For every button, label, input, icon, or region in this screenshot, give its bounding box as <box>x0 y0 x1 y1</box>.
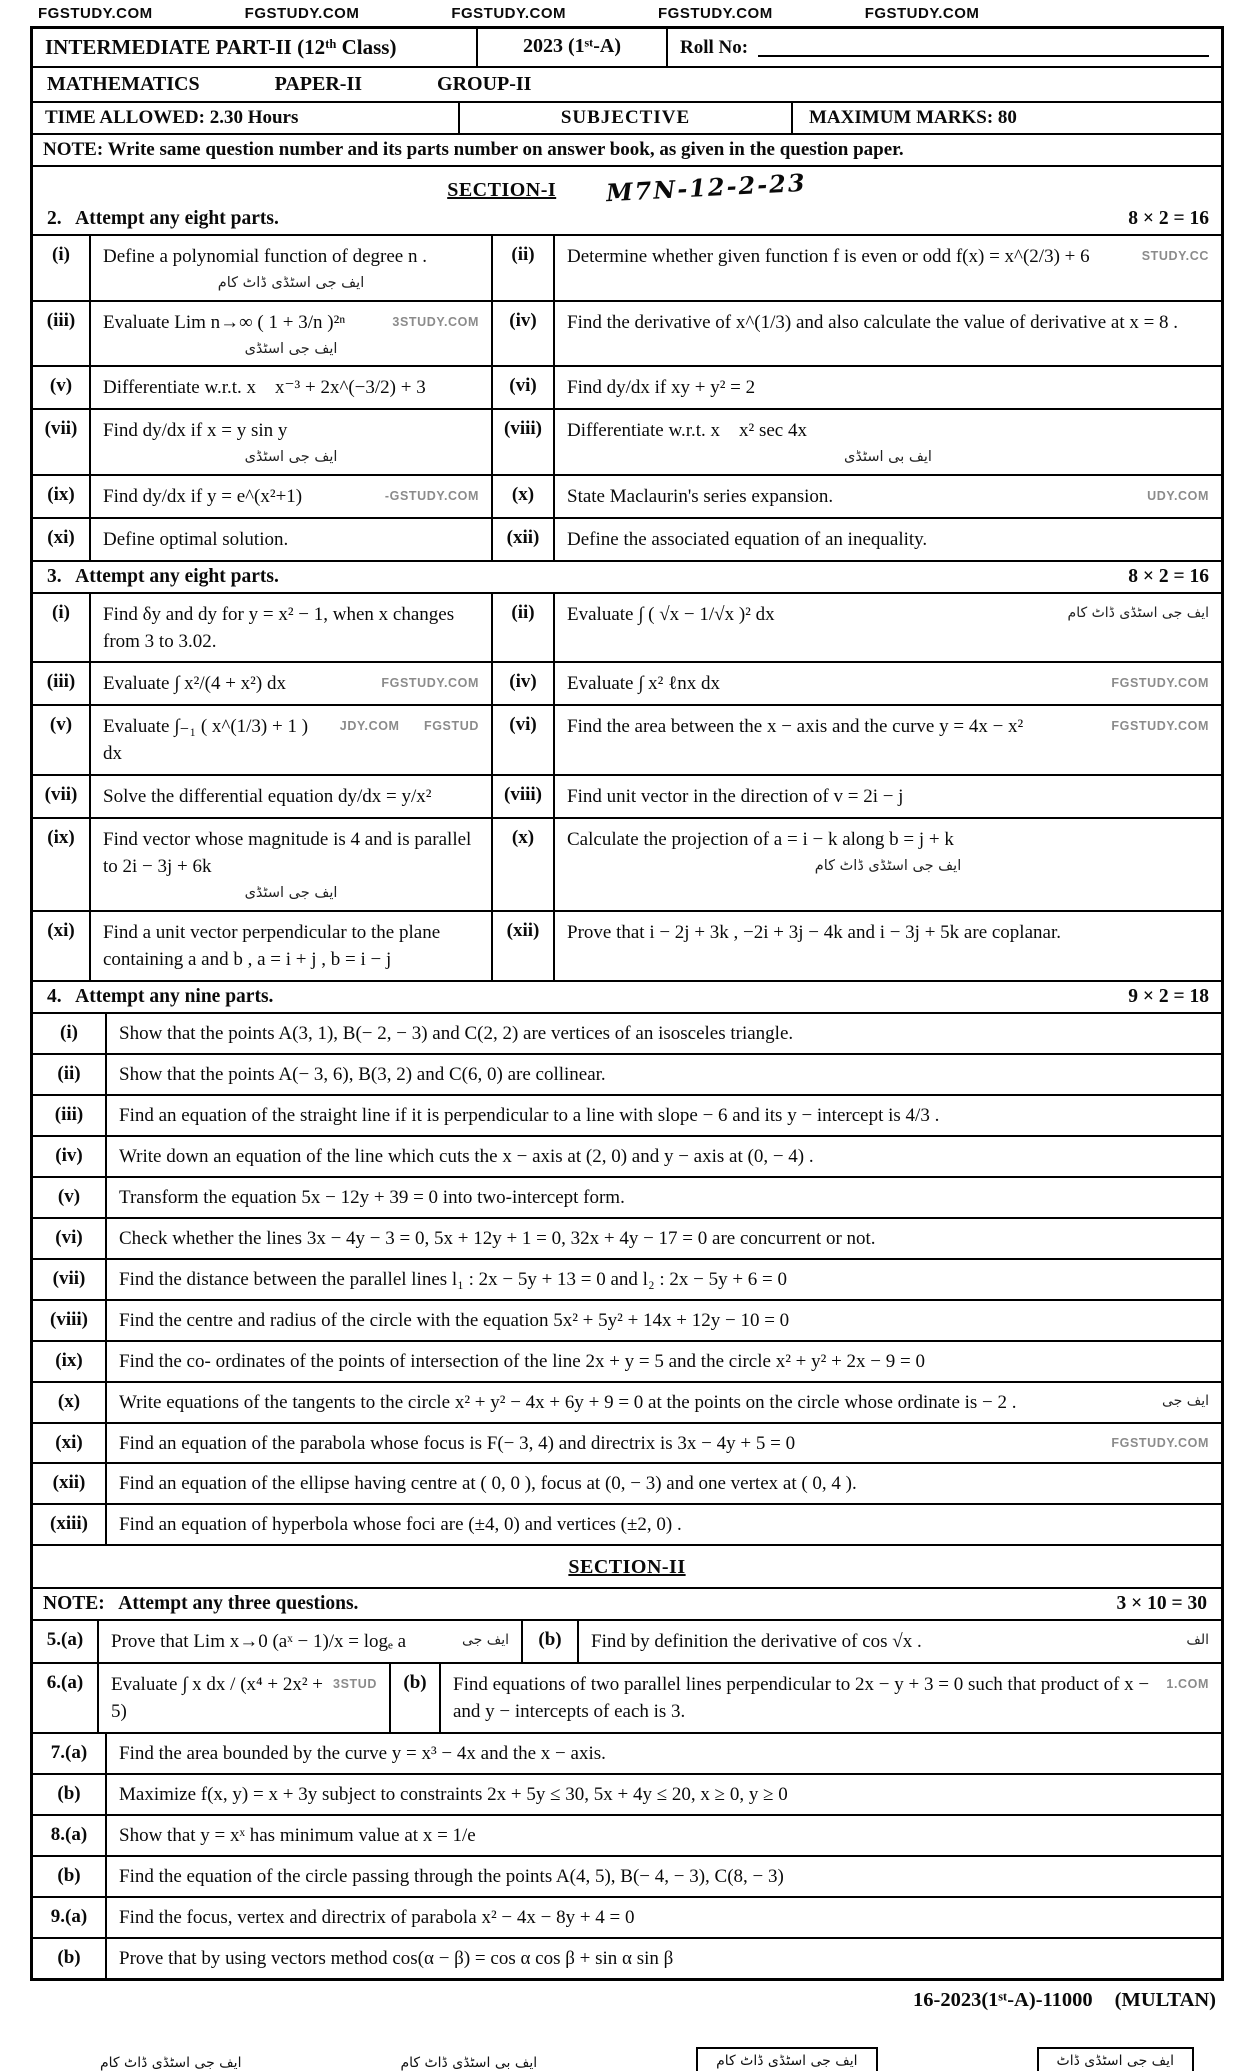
question-text: Transform the equation 5x − 12y + 39 = 0 into two-intercept form. <box>119 1186 625 1208</box>
part-text-cell <box>107 1096 1221 1135</box>
q3-part-row <box>33 819 1221 912</box>
urdu-text: ایف جی اسٹڈی <box>244 340 338 357</box>
urdu-text: ایف جی اسٹڈی ڈاٹ کام <box>1067 604 1209 621</box>
part-text-cell <box>107 1424 1221 1463</box>
part-text-cell <box>107 1939 1221 1978</box>
part-text-cell <box>555 663 1221 704</box>
urdu-text: ایف جی اسٹڈی ڈاٹ <box>1056 2053 1174 2069</box>
question-text: State Maclaurin's series expansion. <box>567 485 834 507</box>
roll-no-cell <box>668 29 1221 66</box>
part-text-cell <box>555 410 1221 474</box>
part-text-cell <box>107 1734 1221 1773</box>
q4-part-row <box>33 1055 1221 1096</box>
paper-title: INTERMEDIATE PART-II (12ᵗʰ Class) <box>33 29 478 66</box>
q9a-row <box>33 1898 1221 1939</box>
part-label: (i) <box>33 236 91 300</box>
part-text-cell <box>107 1014 1221 1053</box>
part-label: (vi) <box>33 1219 107 1258</box>
question-text: Find the focus, vertex and directrix of parabola x² − 4x − 8y + 4 = 0 <box>119 1907 635 1929</box>
q3-part-row <box>33 776 1221 819</box>
section1-title: SECTION-I <box>447 179 557 201</box>
q3-marks: 8 × 2 = 16 <box>1128 565 1209 587</box>
watermark: FGSTUDY.COM <box>244 5 360 22</box>
part-label: 5.(a) <box>33 1621 99 1662</box>
q7b-row <box>33 1775 1221 1816</box>
q3-part-row <box>33 912 1221 982</box>
part-text-cell <box>107 1505 1221 1544</box>
watermark: FGSTUDY.COM <box>451 5 567 22</box>
q2-part-row <box>33 476 1221 519</box>
part-label: (b) <box>523 1621 579 1662</box>
cutoff-box <box>696 2047 877 2071</box>
question-text: Find dy/dx if xy + y² = 2 <box>567 377 756 399</box>
q3-part-row <box>33 594 1221 664</box>
q4-heading-row <box>33 982 1221 1014</box>
part-text-cell <box>99 1664 391 1732</box>
section2-marks: 3 × 10 = 30 <box>1116 1593 1207 1615</box>
watermark: 3STUD <box>333 1677 377 1692</box>
question-text: Define the associated equation of an inequality. <box>567 528 928 550</box>
q6-row <box>33 1664 1221 1734</box>
part-text-cell <box>107 1219 1221 1258</box>
watermark: UDY.COM <box>1147 488 1209 503</box>
part-text-cell <box>91 776 493 817</box>
question-text: Find an equation of the parabola whose focus is F(− 3, 4) and directrix is 3x − 4y + 5 = 0 <box>119 1432 796 1454</box>
q5-row <box>33 1621 1221 1664</box>
question-text: Find a unit vector perpendicular to the plane containing a and b , a = i + j , b = i − j <box>103 921 441 970</box>
question-text: Find the distance between the parallel lines l₁ : 2x − 5y + 13 = 0 and l₂ : 2x − 5y + 6 = 0 <box>119 1268 788 1290</box>
part-label: (v) <box>33 367 91 408</box>
roll-no-line <box>758 39 1209 57</box>
part-text-cell <box>555 367 1221 408</box>
part-text-cell <box>99 1621 523 1662</box>
question-text: Find the co- ordinates of the points of intersection of the line 2x + y = 5 and the circle x² + y² + 2x − 9 = 0 <box>119 1350 925 1372</box>
question-text: Evaluate ∫ x²/(4 + x²) dx <box>103 673 286 695</box>
part-label: (xii) <box>33 1464 107 1503</box>
part-label: (xii) <box>493 519 555 560</box>
part-label: (b) <box>33 1775 107 1814</box>
q2-heading-row <box>33 204 1221 236</box>
urdu-text: ایف جی اسٹڈی ڈاٹ کام <box>716 2053 858 2069</box>
question-text: Show that the points A(3, 1), B(− 2, − 3) and C(2, 2) are vertices of an isosceles triangle. <box>119 1022 794 1044</box>
q4-part-row <box>33 1505 1221 1546</box>
part-text-cell <box>91 410 493 474</box>
part-label: (vi) <box>493 706 555 774</box>
part-text-cell <box>107 1464 1221 1503</box>
urdu-text: ایف جی اسٹڈی ڈاٹ کام <box>814 858 962 875</box>
q3-heading: 3. Attempt any eight parts. <box>47 565 279 587</box>
question-text: Calculate the projection of a = i − k along b = j + k <box>567 829 954 851</box>
part-label: (iii) <box>33 1096 107 1135</box>
session-year: 2023 (1ˢᵗ-A) <box>478 29 668 66</box>
cutoff-box <box>1037 2047 1194 2071</box>
part-text-cell <box>107 1342 1221 1381</box>
question-text: Find equations of two parallel lines perpendicular to 2x − y + 3 = 0 such that product of x − and y − intercepts of each is 3. <box>453 1674 1150 1723</box>
section1-heading-row <box>33 167 1221 208</box>
time-allowed: TIME ALLOWED: 2.30 Hours <box>45 107 299 128</box>
part-text-cell <box>555 519 1221 560</box>
watermark: JDY.COM FGSTUD <box>339 719 479 734</box>
question-text: Define optimal solution. <box>103 528 289 550</box>
question-text: Differentiate w.r.t. x x² sec 4x <box>567 420 807 442</box>
q7a-row <box>33 1734 1221 1775</box>
top-watermark-row <box>30 2 1224 26</box>
urdu-text: الف <box>1186 1632 1209 1649</box>
q4-part-row <box>33 1464 1221 1505</box>
part-label: (ii) <box>33 1055 107 1094</box>
max-marks: MAXIMUM MARKS: 80 <box>809 107 1017 128</box>
question-text: Find the area between the x − axis and the curve y = 4x − x² <box>567 716 1024 738</box>
q2-part-row <box>33 367 1221 410</box>
part-label: (b) <box>33 1857 107 1896</box>
question-text: Evaluate ∫ x² ℓnx dx <box>567 673 720 695</box>
paper-type: SUBJECTIVE <box>458 103 793 133</box>
question-text: Find the area bounded by the curve y = x³ − 4x and the x − axis. <box>119 1743 606 1765</box>
question-text: Solve the differential equation dy/dx = y/x² <box>103 786 432 808</box>
part-label: (ii) <box>493 594 555 662</box>
part-text-cell <box>91 706 493 774</box>
time-marks-row <box>33 103 1221 135</box>
q4-marks: 9 × 2 = 18 <box>1128 985 1209 1007</box>
part-label: (i) <box>33 594 91 662</box>
part-text-cell <box>555 776 1221 817</box>
part-label: (ix) <box>33 819 91 910</box>
part-label: (xi) <box>33 519 91 560</box>
q3-part-row <box>33 663 1221 706</box>
part-label: (b) <box>391 1664 441 1732</box>
part-text-cell <box>555 706 1221 774</box>
part-text-cell <box>91 912 493 980</box>
q4-part-row <box>33 1219 1221 1260</box>
urdu-text: ایف بی اسٹڈی <box>844 449 932 466</box>
part-label: (ix) <box>33 476 91 517</box>
part-text-cell <box>91 367 493 408</box>
urdu-text: ایف جی اسٹڈی ڈاٹ کام <box>217 274 365 291</box>
part-label: (iii) <box>33 302 91 366</box>
q4-part-row <box>33 1260 1221 1301</box>
question-text: Prove that i − 2j + 3k , −2i + 3j − 4k and i − 3j + 5k are coplanar. <box>567 921 1061 943</box>
question-text: Find dy/dx if y = e^(x²+1) <box>103 485 303 507</box>
question-text: Determine whether given function f is even or odd f(x) = x^(2/3) + 6 <box>567 246 1090 267</box>
part-label: (xii) <box>493 912 555 980</box>
part-label: (viii) <box>33 1301 107 1340</box>
q4-heading: 4. Attempt any nine parts. <box>47 985 274 1007</box>
question-text: Maximize f(x, y) = x + 3y subject to constraints 2x + 5y ≤ 30, 5x + 4y ≤ 20, x ≥ 0, y ≥ 0 <box>119 1784 788 1806</box>
question-text: Find vector whose magnitude is 4 and is parallel to 2i − 3j + 6k <box>103 829 472 878</box>
watermark: FGSTUDY.COM <box>1111 1435 1209 1450</box>
q8b-row <box>33 1857 1221 1898</box>
q4-part-row <box>33 1424 1221 1465</box>
question-text: Find the centre and radius of the circle with the equation 5x² + 5y² + 14x + 12y − 10 = 0 <box>119 1309 790 1331</box>
q4-part-row <box>33 1096 1221 1137</box>
watermark: FGSTUDY.COM <box>381 676 479 691</box>
part-text-cell <box>555 819 1221 910</box>
urdu-text: ایف جی اسٹڈی <box>244 885 338 902</box>
section2-note: NOTE: Attempt any three questions. <box>43 1593 359 1615</box>
part-text-cell <box>91 302 493 366</box>
header-row-1 <box>33 29 1221 68</box>
question-text: Prove that by using vectors method cos(α − β) = cos α cos β + sin α sin β <box>119 1948 674 1970</box>
question-text: Evaluate ∫ x dx / (x⁴ + 2x² + 5) <box>111 1674 324 1723</box>
part-text-cell <box>91 236 493 300</box>
part-text-cell <box>555 594 1221 662</box>
watermark: FGSTUDY.COM <box>38 5 153 22</box>
bottom-urdu-strip <box>30 2041 1224 2071</box>
subject-name: MATHEMATICS <box>47 73 200 95</box>
question-text: Differentiate w.r.t. x x⁻³ + 2x^(−3/2) + 3 <box>103 377 426 399</box>
part-label: (ii) <box>493 236 555 300</box>
part-text-cell <box>107 1775 1221 1814</box>
section2-heading-row <box>33 1546 1221 1587</box>
section2-note-row <box>33 1587 1221 1621</box>
part-label: (v) <box>33 1178 107 1217</box>
question-text: Find by definition the derivative of cos √x . <box>591 1631 922 1653</box>
part-text-cell <box>555 302 1221 366</box>
q2-heading: 2. Attempt any eight parts. <box>47 208 279 229</box>
q2-part-row <box>33 302 1221 368</box>
part-label: (x) <box>493 476 555 517</box>
question-text: Find δy and dy for y = x² − 1, when x changes from 3 to 3.02. <box>103 603 455 652</box>
part-text-cell <box>107 1898 1221 1937</box>
q2-marks: 8 × 2 = 16 <box>1128 208 1209 229</box>
part-text-cell <box>107 1857 1221 1896</box>
q3-part-row <box>33 706 1221 776</box>
question-text: Find an equation of the straight line if it is perpendicular to a line with slope − 6 and its y − intercept is 4/3 . <box>119 1104 940 1126</box>
question-text: Evaluate ∫₋₁ ( x^(1/3) + 1 ) dx <box>103 716 309 765</box>
q2-part-row <box>33 410 1221 476</box>
part-label: (b) <box>33 1939 107 1978</box>
part-label: (xiii) <box>33 1505 107 1544</box>
watermark: STUDY.CC <box>1141 249 1209 263</box>
question-text: Find an equation of hyperbola whose foci are (±4, 0) and vertices (±2, 0) . <box>119 1514 682 1536</box>
part-text-cell <box>579 1621 1221 1662</box>
part-label: (ix) <box>33 1342 107 1381</box>
exam-note: NOTE: Write same question number and its parts number on answer book, as given in the question paper. <box>33 135 1221 167</box>
q4-part-row <box>33 1301 1221 1342</box>
subject-row <box>33 68 1221 103</box>
urdu-text: ایف جی <box>1161 1392 1209 1409</box>
part-label: (iv) <box>33 1137 107 1176</box>
part-label: (xi) <box>33 912 91 980</box>
footer-line <box>30 1981 1224 2014</box>
part-text-cell <box>91 819 493 910</box>
question-text: Show that y = xˣ has minimum value at x = 1/e <box>119 1825 476 1847</box>
part-label: 6.(a) <box>33 1664 99 1732</box>
part-label: 7.(a) <box>33 1734 107 1773</box>
question-text: Prove that Lim x→0 (aˣ − 1)/x = logₑ a <box>111 1631 407 1653</box>
part-label: (vii) <box>33 1260 107 1299</box>
group-name: GROUP-II <box>437 73 532 95</box>
part-text-cell <box>441 1664 1221 1732</box>
question-text: Evaluate Lim n→∞ ( 1 + 3/n )²ⁿ <box>103 311 346 333</box>
part-text-cell <box>91 594 493 662</box>
part-label: (i) <box>33 1014 107 1053</box>
watermark: -GSTUDY.COM <box>384 488 479 503</box>
watermark: FGSTUDY.COM <box>864 5 980 22</box>
handwritten-code: M7N-12-2-23 <box>605 167 808 208</box>
question-text: Find an equation of the ellipse having centre at ( 0, 0 ), focus at (0, − 3) and one vertex at ( 0, 4 ). <box>119 1473 857 1495</box>
watermark: 3STUDY.COM <box>392 314 479 329</box>
part-label: (vii) <box>33 776 91 817</box>
watermark: FGSTUDY.COM <box>658 5 773 22</box>
part-label: (vi) <box>493 367 555 408</box>
q8a-row <box>33 1816 1221 1857</box>
question-text: Evaluate ∫ ( √x − 1/√x )² dx <box>567 603 775 625</box>
question-text: Find the derivative of x^(1/3) and also calculate the value of derivative at x = 8 . <box>567 311 1179 333</box>
question-text: Find dy/dx if x = y sin y <box>103 420 288 442</box>
question-text: Write down an equation of the line which cuts the x − axis at (2, 0) and y − axis at (0, − 4) . <box>119 1145 814 1167</box>
part-text-cell <box>91 519 493 560</box>
part-label: 9.(a) <box>33 1898 107 1937</box>
part-label: (iv) <box>493 302 555 366</box>
q2-part-row <box>33 236 1221 302</box>
q4-part-row <box>33 1342 1221 1383</box>
q4-part-row <box>33 1383 1221 1424</box>
q3-heading-row <box>33 562 1221 594</box>
part-label: (iv) <box>493 663 555 704</box>
part-text-cell <box>107 1260 1221 1299</box>
part-text-cell <box>107 1301 1221 1340</box>
part-text-cell <box>107 1178 1221 1217</box>
paper-code: 16-2023(1ˢᵗ-A)-11000 <box>913 1989 1093 2012</box>
part-text-cell <box>91 663 493 704</box>
part-text-cell <box>107 1816 1221 1855</box>
question-text: Find unit vector in the direction of v = 2i − j <box>567 786 904 808</box>
part-label: (viii) <box>493 410 555 474</box>
part-text-cell <box>555 912 1221 980</box>
question-text: Find the equation of the circle passing through the points A(4, 5), B(− 4, − 3), C(8, − 3) <box>119 1866 784 1888</box>
board-city: (MULTAN) <box>1114 1989 1216 2012</box>
part-text-cell <box>555 476 1221 517</box>
question-text: Check whether the lines 3x − 4y − 3 = 0, 5x + 12y + 1 = 0, 32x + 4y − 17 = 0 are concurrent or not. <box>119 1227 876 1249</box>
question-text: Show that the points A(− 3, 6), B(3, 2) and C(6, 0) are collinear. <box>119 1063 606 1085</box>
part-label: (iii) <box>33 663 91 704</box>
urdu-text: ایف جی <box>461 1632 509 1649</box>
watermark: FGSTUDY.COM <box>1111 719 1209 734</box>
watermark: FGSTUDY.COM <box>1111 676 1209 691</box>
question-paper <box>30 26 1224 1981</box>
part-label: (x) <box>493 819 555 910</box>
urdu-text: ایف بی اسٹڈی ڈاٹ کام <box>400 2055 538 2071</box>
part-text-cell <box>107 1137 1221 1176</box>
question-text: Write equations of the tangents to the circle x² + y² − 4x + 6y + 9 = 0 at the points on the circle whose ordinate is − 2 . <box>119 1391 1017 1413</box>
part-label: 8.(a) <box>33 1816 107 1855</box>
urdu-text: ایف جی اسٹڈی <box>244 449 338 466</box>
part-text-cell <box>107 1383 1221 1422</box>
part-text-cell <box>555 236 1221 300</box>
part-text-cell <box>91 476 493 517</box>
part-label: (vii) <box>33 410 91 474</box>
q4-part-row <box>33 1178 1221 1219</box>
q9b-row <box>33 1939 1221 1978</box>
question-text: Define a polynomial function of degree n . <box>103 246 427 267</box>
watermark: 1.COM <box>1166 1677 1209 1692</box>
section2-title: SECTION-II <box>568 1556 686 1579</box>
part-label: (v) <box>33 706 91 774</box>
roll-no-label: Roll No: <box>680 36 749 58</box>
paper-number: PAPER-II <box>274 73 363 95</box>
part-label: (xi) <box>33 1424 107 1463</box>
q4-part-row <box>33 1137 1221 1178</box>
q2-part-row <box>33 519 1221 562</box>
q4-part-row <box>33 1014 1221 1055</box>
part-text-cell <box>107 1055 1221 1094</box>
part-label: (x) <box>33 1383 107 1422</box>
urdu-text: ایف جی اسٹڈی ڈاٹ کام <box>100 2055 242 2071</box>
part-label: (viii) <box>493 776 555 817</box>
